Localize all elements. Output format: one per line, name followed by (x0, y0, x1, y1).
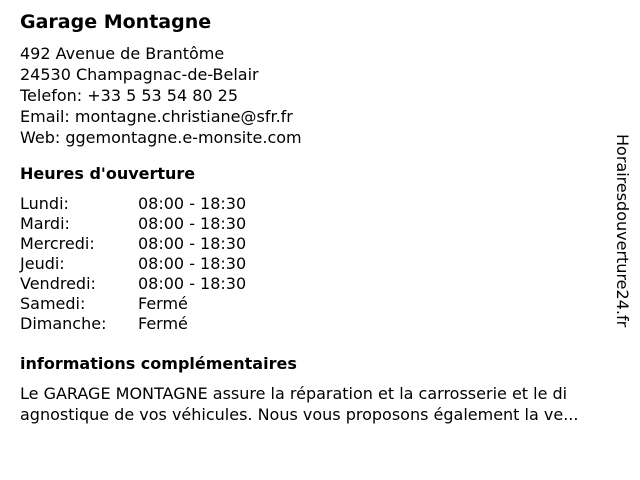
address-city: 24530 Champagnac-de-Belair (20, 65, 259, 84)
hours-row-wednesday (20, 234, 420, 254)
day-hours: 08:00 - 18:30 (138, 194, 247, 213)
day-label: Jeudi: (20, 254, 65, 273)
day-hours: Fermé (138, 294, 188, 313)
business-name: Garage Montagne (20, 11, 212, 33)
day-hours: 08:00 - 18:30 (138, 234, 247, 253)
day-label: Mercredi: (20, 234, 95, 253)
hours-row-friday (20, 274, 420, 294)
hours-row-sunday (20, 314, 420, 334)
info-heading: informations complémentaires (20, 354, 297, 373)
day-label: Vendredi: (20, 274, 96, 293)
address-street: 492 Avenue de Brantôme (20, 44, 225, 63)
day-label: Samedi: (20, 294, 86, 313)
description-line: Le GARAGE MONTAGNE assure la réparation et la carrosserie et le di (20, 384, 568, 403)
email-address: Email: montagne.christiane@sfr.fr (20, 107, 293, 126)
hours-row-saturday (20, 294, 420, 314)
day-hours: Fermé (138, 314, 188, 333)
day-hours: 08:00 - 18:30 (138, 254, 247, 273)
day-hours: 08:00 - 18:30 (138, 214, 247, 233)
site-brand-vertical: Horairesdouverture24.fr (613, 134, 632, 328)
day-hours: 08:00 - 18:30 (138, 274, 247, 293)
website-address: Web: ggemontagne.e-monsite.com (20, 128, 302, 147)
hours-row-monday (20, 194, 420, 214)
business-contact (20, 43, 302, 148)
opening-hours-table (20, 194, 420, 334)
day-label: Mardi: (20, 214, 70, 233)
hours-heading: Heures d'ouverture (20, 164, 196, 183)
hours-row-tuesday (20, 214, 420, 234)
day-label: Lundi: (20, 194, 69, 213)
hours-row-thursday (20, 254, 420, 274)
day-label: Dimanche: (20, 314, 107, 333)
phone-number: Telefon: +33 5 53 54 80 25 (20, 86, 239, 105)
business-description (20, 383, 630, 425)
description-line: agnostique de vos véhicules. Nous vous proposons également la ve... (20, 405, 579, 424)
